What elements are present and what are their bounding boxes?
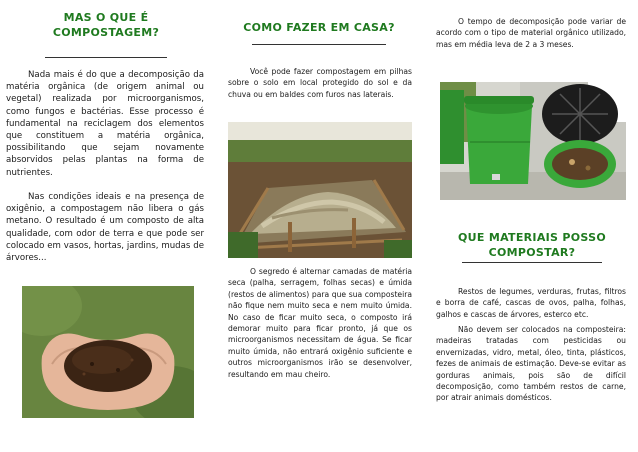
paragraph-how-at-home: Você pode fazer compostagem em pilhas sobre o solo em local protegido do sol e da chuva ou em baldes com furos nas laterais. [228,67,412,99]
heading-what-is-composting: MAS O QUE É COMPOSTAGEM? [52,11,160,39]
heading-what-materials: QUE MATERIAIS POSSO COMPOSTAR? [458,231,606,259]
compost-bin-photo [440,82,626,200]
column-1 [0,0,212,452]
paragraph-forbidden-materials: Não devem ser colocados na composteira: madeiras tratadas com pesticidas ou envernizadas, vidro, metal, óleo, tinta, plásticos, fezes de animais de estimação. Deve-se evitar as gorduras animais, pois são de difícil decomposição, como também restos de carne, por atrair animais domésticos. [436,325,626,403]
heading-rule [45,57,167,58]
paragraph-definition: Nada mais é do que a decomposição da matéria orgânica (de origem animal ou vegetal) realizada por microorganismos, como fungos e bactérias. Esse processo é fundamental na reciclagem dos elementos que constituem a matéria orgânica, possibilitando que sejam novamente absorvidos pelas plantas na forma de nutrientes. [6,70,204,178]
compost-pile-photo [228,122,412,258]
column-3 [426,0,638,452]
paragraph-allowed-materials: Restos de legumes, verduras, frutas, filtros e borra de café, cascas de ovos, palha, folhas, galhos e cascas de árvores, esterco etc. [436,287,626,319]
heading-rule [462,262,602,263]
hands-soil-photo [22,286,194,418]
column-2 [212,0,426,452]
heading-how-at-home: COMO FAZER EM CASA? [243,21,395,34]
heading-rule [252,44,386,45]
paragraph-layers-secret: O segredo é alternar camadas de matéria seca (palha, serragem, folhas secas) e úmida (restos de alimentos) para que sua composteira não fique nem muito seca e nem muito úmida. No caso de ficar muito seca, o composto irá demorar muito para ficar pronto, já que os microorganismos necessitam de água. Se ficar muito úmida, não entrará oxigênio suficiente e outros microorganismos irão se desenvolver, resultando em mau cheiro. [228,267,412,379]
paragraph-conditions: Nas condições ideais e na presença de oxigênio, a compostagem não libera o gás metano. O resultado é um composto de alta qualidade, com odor de terra e que pode ser colocado em vasos, hortas, jardins, mudas de árvores... [6,192,204,264]
paragraph-decomposition-time: O tempo de decomposição pode variar de acordo com o tipo de material orgânico utilizado, mas em média leva de 2 a 3 meses. [436,17,626,49]
